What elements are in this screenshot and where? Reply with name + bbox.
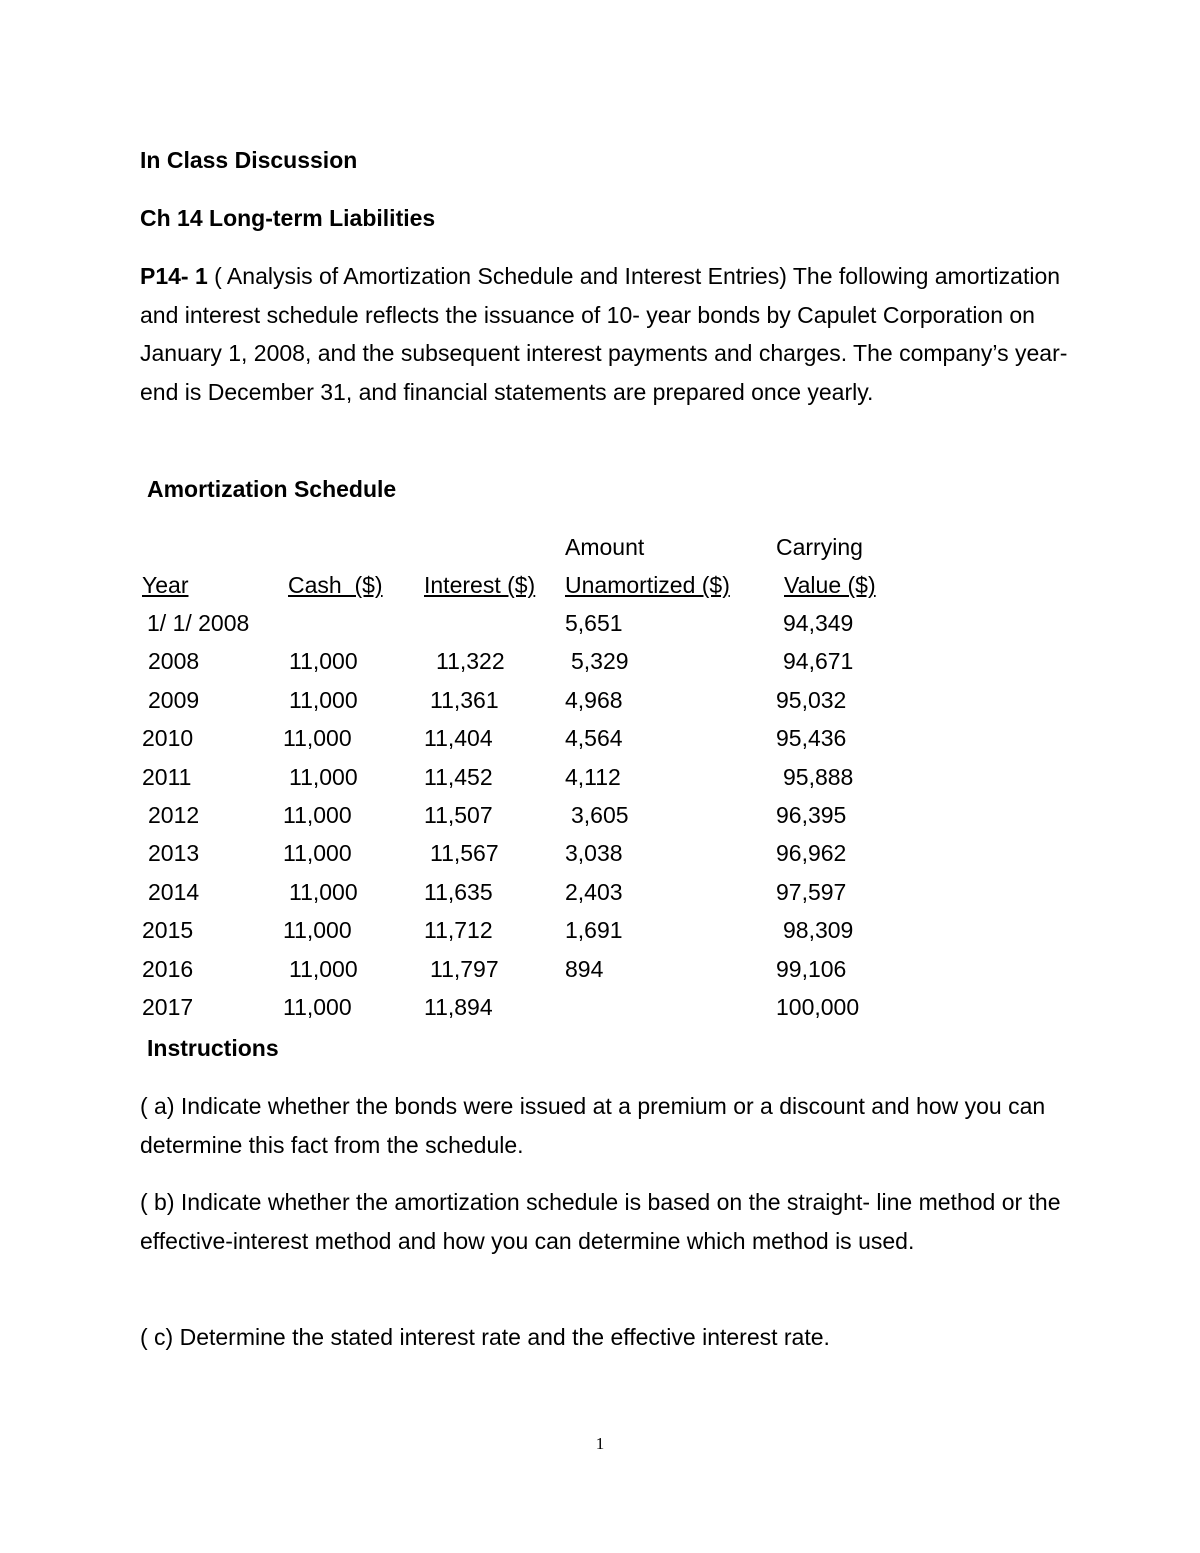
cash-cell: 11,000 <box>289 763 358 790</box>
problem-paragraph <box>140 257 1070 411</box>
cash-cell: 11,000 <box>283 840 352 867</box>
cash-cell: 11,000 <box>289 955 358 982</box>
document-heading: In Class Discussion <box>140 147 358 173</box>
year-cell: 2008 <box>148 648 200 675</box>
unamortized-cell: 894 <box>565 955 604 982</box>
year-cell: 2010 <box>142 725 194 752</box>
instruction-b: ( b) Indicate whether the amortization schedule is based on the straight- line method or the effective-interest method and how you can determine which method is used. <box>140 1189 1061 1254</box>
carrying-value-cell: 94,671 <box>783 648 854 675</box>
header-carrying-bottom: Value ($) <box>784 572 876 598</box>
interest-cell: 11,322 <box>436 648 505 675</box>
unamortized-cell: 4,968 <box>565 686 623 713</box>
interest-cell: 11,361 <box>430 686 499 713</box>
header-carrying-top: Carrying <box>776 534 863 560</box>
instruction-a: ( a) Indicate whether the bonds were issued at a premium or a discount and how you can determine this fact from the schedule. <box>140 1093 1046 1158</box>
interest-cell: 11,452 <box>424 763 493 790</box>
header-cash: Cash ($) <box>288 572 383 598</box>
cash-cell: 11,000 <box>283 725 352 752</box>
year-cell: 2009 <box>148 686 200 713</box>
unamortized-cell: 3,605 <box>571 802 629 828</box>
carrying-value-cell: 99,106 <box>776 955 847 982</box>
year-cell: 2011 <box>142 763 192 790</box>
carrying-value-cell: 95,436 <box>776 725 847 752</box>
header-year: Year <box>142 572 189 598</box>
unamortized-cell: 5,651 <box>565 610 623 636</box>
interest-cell: 11,797 <box>430 955 499 982</box>
year-cell: 2015 <box>142 917 194 944</box>
chapter-title: Ch 14 Long-term Liabilities <box>140 205 436 231</box>
unamortized-cell: 4,564 <box>565 725 623 752</box>
interest-cell: 11,635 <box>424 878 493 905</box>
cash-cell: 11,000 <box>289 648 358 675</box>
interest-cell: 11,567 <box>430 840 499 867</box>
unamortized-cell: 4,112 <box>565 763 621 790</box>
carrying-value-cell: 96,962 <box>776 840 847 867</box>
instructions-title: Instructions <box>147 1035 279 1061</box>
unamortized-cell: 1,691 <box>565 917 623 944</box>
schedule-title: Amortization Schedule <box>147 476 397 502</box>
header-amount-bottom: Unamortized ($) <box>565 572 730 598</box>
carrying-value-cell: 96,395 <box>776 802 847 828</box>
unamortized-cell: 5,329 <box>571 648 629 675</box>
unamortized-cell: 3,038 <box>565 840 623 867</box>
interest-cell: 11,404 <box>424 725 493 752</box>
problem-label: P14- 1 <box>140 263 208 289</box>
carrying-value-cell: 95,888 <box>783 763 854 790</box>
year-cell: 2017 <box>142 994 194 1020</box>
carrying-value-cell: 95,032 <box>776 686 847 713</box>
cash-cell: 11,000 <box>289 878 358 905</box>
year-cell: 2014 <box>148 878 200 905</box>
interest-cell: 11,894 <box>424 994 493 1020</box>
carrying-value-cell: 100,000 <box>776 994 860 1020</box>
cash-cell: 11,000 <box>283 802 352 828</box>
interest-cell: 11,712 <box>424 917 493 944</box>
unamortized-cell: 2,403 <box>565 878 623 905</box>
carrying-value-cell: 98,309 <box>783 917 854 944</box>
year-cell: 2013 <box>148 840 200 867</box>
carrying-value-cell: 97,597 <box>776 878 847 905</box>
header-interest: Interest ($) <box>424 572 536 598</box>
cash-cell: 11,000 <box>283 917 352 944</box>
cash-cell: 11,000 <box>289 686 358 713</box>
problem-text: ( Analysis of Amortization Schedule and Interest Entries) The following amortization and interest schedule reflects the issuance of 10- year bonds by Capulet Corporation on January 1, 2008, and the subsequent interest payments and charges. The company’s year- end is December 31, and financial statements are prepared once yearly. <box>140 263 1068 405</box>
instruction-c: ( c) Determine the stated interest rate and the effective interest rate. <box>140 1324 830 1350</box>
header-amount-top: Amount <box>565 534 645 560</box>
year-cell: 2012 <box>148 802 200 828</box>
carrying-value-cell: 94,349 <box>783 610 854 636</box>
page-number: 1 <box>595 1434 605 1453</box>
year-cell: 1/ 1/ 2008 <box>147 610 250 636</box>
year-cell: 2016 <box>142 955 194 982</box>
cash-cell: 11,000 <box>283 994 352 1020</box>
interest-cell: 11,507 <box>424 802 493 828</box>
